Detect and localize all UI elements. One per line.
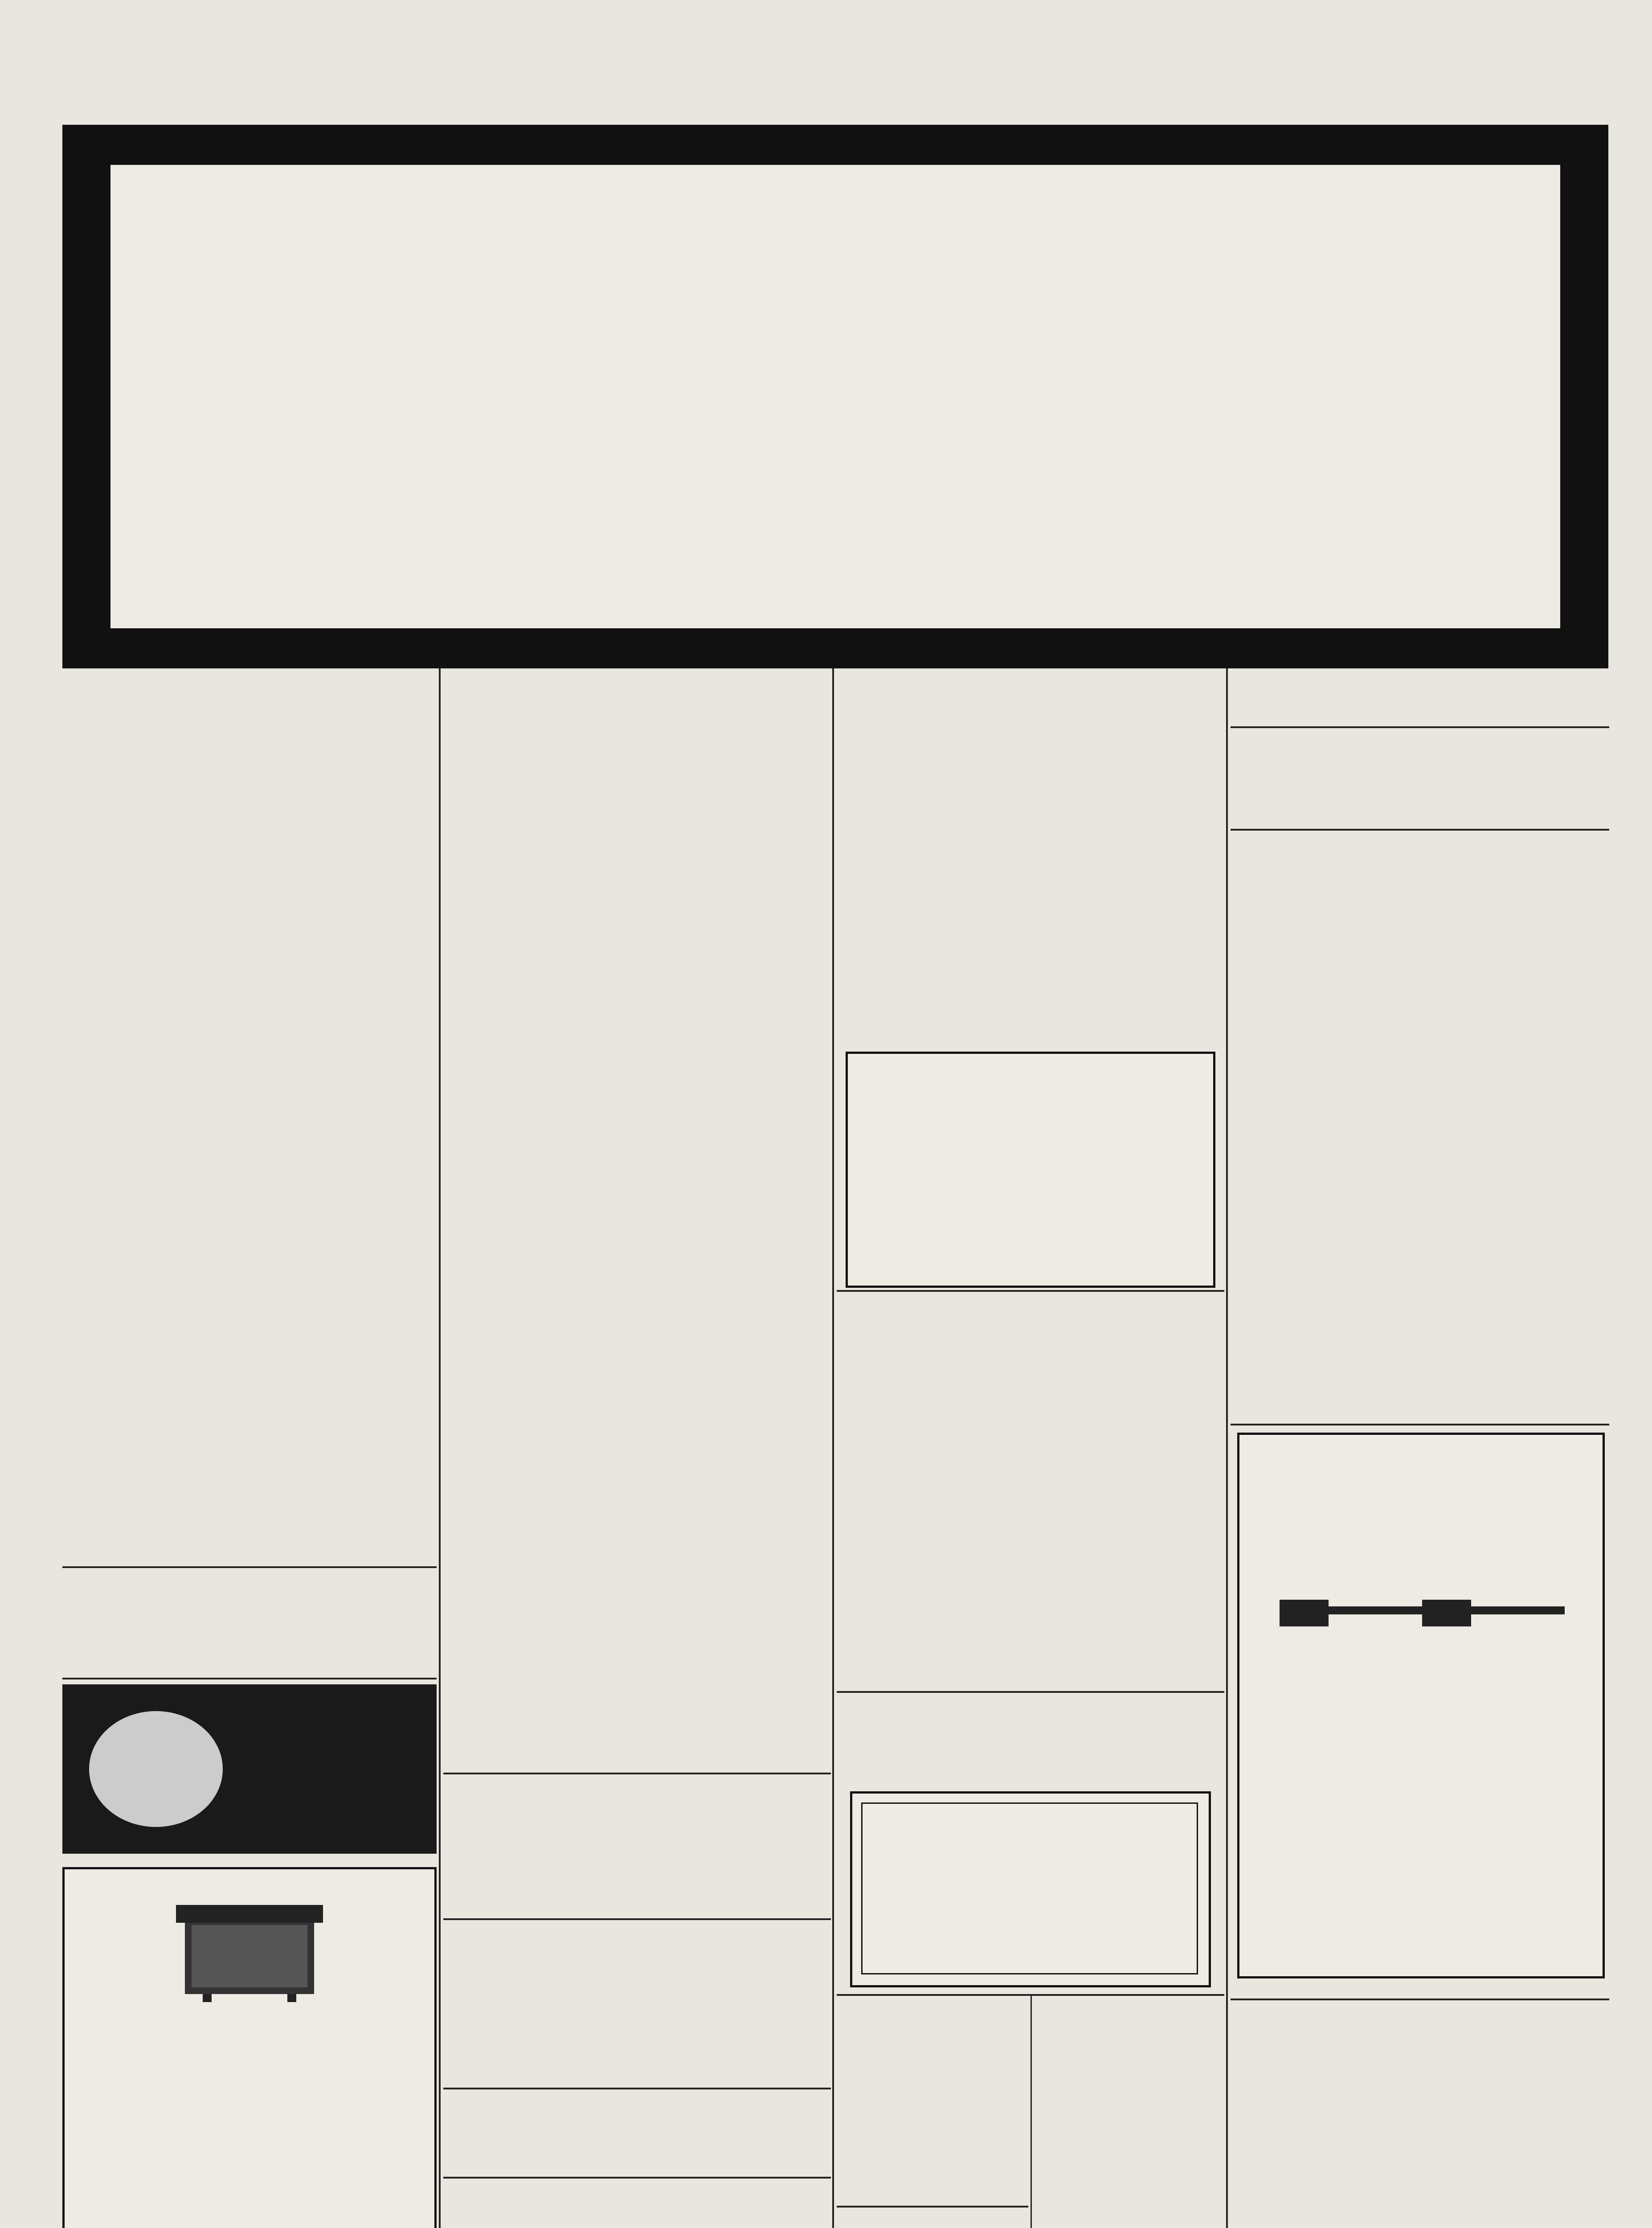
shotgun-icons bbox=[1280, 1582, 1565, 1644]
divider bbox=[62, 1566, 437, 1568]
ad-vrba bbox=[62, 1867, 437, 2228]
ad-siegen bbox=[1237, 1433, 1605, 1978]
obituary bbox=[110, 165, 1560, 628]
divider bbox=[1231, 1999, 1609, 2000]
wetter-column bbox=[1231, 668, 1609, 2228]
column-rule bbox=[832, 668, 834, 2228]
divider bbox=[443, 1918, 831, 1920]
divider bbox=[1231, 1424, 1609, 1425]
ad-oldengland bbox=[846, 1052, 1215, 1288]
divider bbox=[443, 2177, 831, 2179]
ad-gedenket-frame bbox=[861, 1802, 1198, 1974]
obituary-border bbox=[62, 125, 1608, 668]
divider bbox=[837, 1691, 1224, 1693]
page-header bbox=[85, 80, 1595, 111]
ad-urerzeugnis bbox=[62, 1684, 437, 1854]
ad-gedenket bbox=[850, 1791, 1211, 1987]
column-rule bbox=[439, 668, 441, 2228]
oblaten-tin-icon bbox=[89, 1711, 223, 1827]
divider bbox=[1231, 829, 1609, 831]
gramophone-icon bbox=[167, 1887, 332, 2003]
column-rule bbox=[1226, 668, 1228, 2228]
divider bbox=[837, 1290, 1224, 1292]
divider bbox=[443, 2088, 831, 2089]
theater-column bbox=[443, 668, 831, 2228]
divider bbox=[443, 1773, 831, 1774]
sub-column-rule bbox=[1030, 1994, 1032, 2228]
divider bbox=[837, 2206, 1028, 2208]
buehne-column bbox=[837, 668, 1224, 2228]
divider bbox=[62, 1678, 437, 1679]
ratgeber-column bbox=[62, 668, 437, 2228]
divider bbox=[1231, 726, 1609, 728]
